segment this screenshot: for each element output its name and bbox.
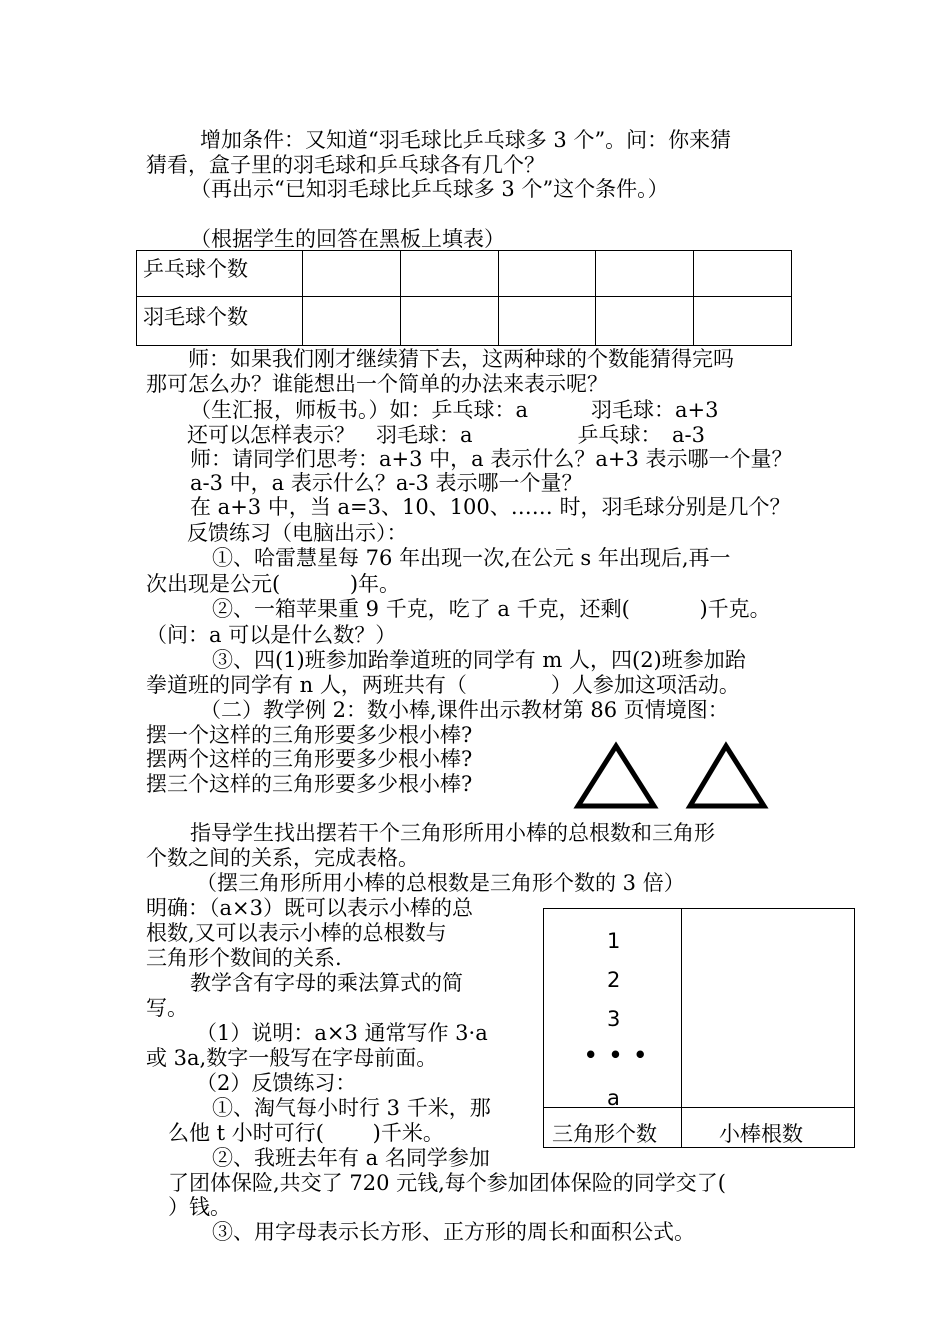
table-cell: [596, 251, 694, 297]
text-line: （再出示“已知羽毛球比乒乓球多 3 个”这个条件。）: [190, 177, 669, 201]
text-line: 个数之间的关系，完成表格。: [146, 846, 419, 870]
text-line: 拳道班的同学有 n 人，两班共有（ ）人参加这项活动。: [146, 673, 740, 697]
text-line: 教学含有字母的乘法算式的简: [190, 971, 463, 995]
text-line: （生汇报，师板书。）如：乒乓球：a 羽毛球：a+3: [190, 398, 719, 422]
table-cell: [303, 297, 401, 346]
text-line: 摆三个这样的三角形要多少根小棒?: [146, 772, 473, 796]
stick-count-table: [543, 908, 855, 1148]
text-line: 写。: [146, 996, 188, 1020]
text-line: 在 a+3 中，当 a=3、10、100、…… 时，羽毛球分别是几个？: [190, 495, 791, 519]
text-line: ②、一箱苹果重 9 千克，吃了 a 千克，还剩( )千克。: [212, 597, 771, 621]
text-line: ②、我班去年有 a 名同学参加: [212, 1146, 490, 1170]
text-line: 还可以怎样表示？ 羽毛球：a 乒乓球： a-3: [187, 423, 705, 447]
column-divider: [681, 909, 682, 1147]
text-line: 猜看，盒子里的羽毛球和乒乓球各有几个？: [146, 153, 545, 177]
text-line: 反馈练习（电脑出示）：: [187, 521, 408, 545]
row-divider: [544, 1107, 854, 1108]
stick-triangles: [570, 740, 780, 812]
text-line: ①、哈雷慧星每 76 年出现一次,在公元 s 年出现后,再一: [212, 546, 731, 570]
text-line: 摆一个这样的三角形要多少根小棒?: [146, 723, 473, 747]
text-line: 摆两个这样的三角形要多少根小棒?: [146, 747, 473, 771]
text-line: 么他 t 小时可行( )千米。: [168, 1121, 444, 1145]
count-value: 1: [607, 929, 621, 953]
row-label-pingpong: 乒乓球个数: [137, 251, 303, 297]
table-cell: [498, 251, 596, 297]
text-line: ③、用字母表示长方形、正方形的周长和面积公式。: [212, 1220, 695, 1244]
text-line: 次出现是公元( )年。: [146, 572, 401, 596]
text-line: 明确：（a×3）既可以表示小棒的总: [146, 896, 473, 920]
table-cell: [400, 251, 498, 297]
text-line: （摆三角形所用小棒的总根数是三角形个数的 3 倍）: [196, 871, 685, 895]
count-value: 3: [607, 1007, 621, 1031]
text-line: （问：a 可以是什么数？）: [146, 623, 397, 647]
text-line: 三角形个数间的关系.: [146, 946, 342, 970]
text-line: 或 3a,数字一般写在字母前面。: [146, 1046, 438, 1070]
text-line: （2）反馈练习：: [196, 1071, 357, 1095]
text-line: 那可怎么办？谁能想出一个简单的办法来表示呢？: [146, 372, 608, 396]
ellipsis-dots: • • •: [584, 1043, 649, 1067]
text-line: 师：如果我们刚才继续猜下去，这两种球的个数能猜得完吗: [188, 347, 734, 371]
text-line: ③、四(1)班参加跆拳道班的同学有 m 人，四(2)班参加跆: [212, 648, 746, 672]
table-cell: [596, 297, 694, 346]
text-line: 了团体保险,共交了 720 元钱,每个参加团体保险的同学交了(: [168, 1171, 726, 1195]
table-cell: [498, 297, 596, 346]
triangle-1: [578, 746, 654, 806]
ball-count-table: [136, 250, 792, 346]
row-label-badminton: 羽毛球个数: [137, 297, 303, 346]
count-value: a: [607, 1086, 620, 1110]
column-header-triangles: 三角形个数: [552, 1122, 657, 1146]
text-line: 指导学生找出摆若干个三角形所用小棒的总根数和三角形: [190, 821, 715, 845]
text-line: 根数,又可以表示小棒的总根数与: [146, 921, 447, 945]
text-line: ）钱。: [168, 1195, 231, 1219]
text-line: （根据学生的回答在黑板上填表）: [190, 227, 505, 251]
table-cell: [303, 251, 401, 297]
text-line: 增加条件：又知道“羽毛球比乒乓球多 3 个”。问：你来猜: [200, 128, 732, 152]
text-line: a-3 中，a 表示什么？a-3 表示哪一个量？: [190, 471, 583, 495]
column-header-sticks: 小棒根数: [719, 1122, 803, 1146]
text-line: ①、淘气每小时行 3 千米，那: [212, 1096, 491, 1120]
table-cell: [694, 297, 792, 346]
text-line: （二）教学例 2：数小棒,课件出示教材第 86 页情境图：: [200, 698, 729, 722]
text-line: 师：请同学们思考：a+3 中，a 表示什么？a+3 表示哪一个量？: [190, 447, 793, 471]
count-value: 2: [607, 968, 621, 992]
table-cell: [400, 297, 498, 346]
triangle-2: [690, 746, 764, 806]
text-line: （1）说明：a×3 通常写作 3·a: [196, 1021, 488, 1045]
table-cell: [694, 251, 792, 297]
